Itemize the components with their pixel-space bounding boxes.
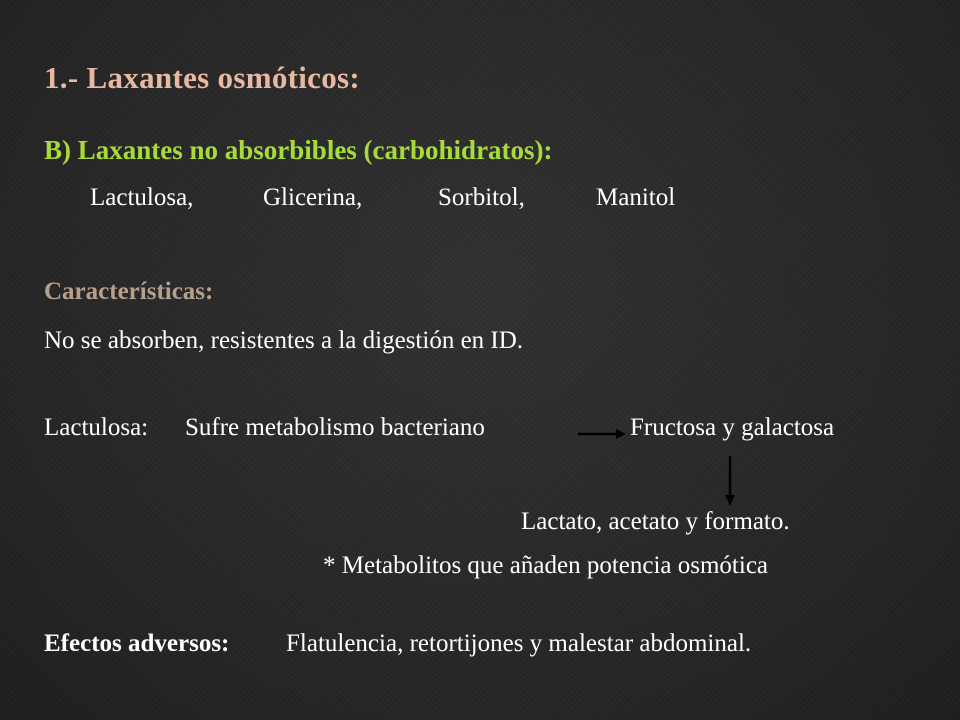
arrow-down-icon: [719, 456, 741, 506]
example-lactulosa: Lactulosa,: [90, 184, 194, 211]
arrow-right-icon: [578, 421, 626, 443]
section-subtitle: B) Laxantes no absorbibles (carbohidratos):: [44, 135, 553, 165]
characteristics-text: No se absorben, resistentes a la digestión en ID.: [44, 327, 524, 354]
lactulose-process: Sufre metabolismo bacteriano: [185, 414, 485, 441]
characteristics-heading: Características:: [44, 278, 214, 305]
lactulose-product: Fructosa y galactosa: [630, 414, 835, 441]
metabolites-note: * Metabolitos que añaden potencia osmótica: [323, 552, 769, 579]
example-sorbitol: Sorbitol,: [438, 184, 525, 211]
example-manitol: Manitol: [596, 184, 676, 211]
slide-title: 1.- Laxantes osmóticos:: [44, 60, 361, 95]
example-glicerina: Glicerina,: [263, 184, 363, 211]
lactulose-label: Lactulosa:: [44, 414, 149, 441]
adverse-effects-text: Flatulencia, retortijones y malestar abdominal.: [286, 630, 752, 657]
adverse-effects-label: Efectos adversos:: [44, 630, 230, 657]
metabolites-text: Lactato, acetato y formato.: [521, 508, 790, 535]
